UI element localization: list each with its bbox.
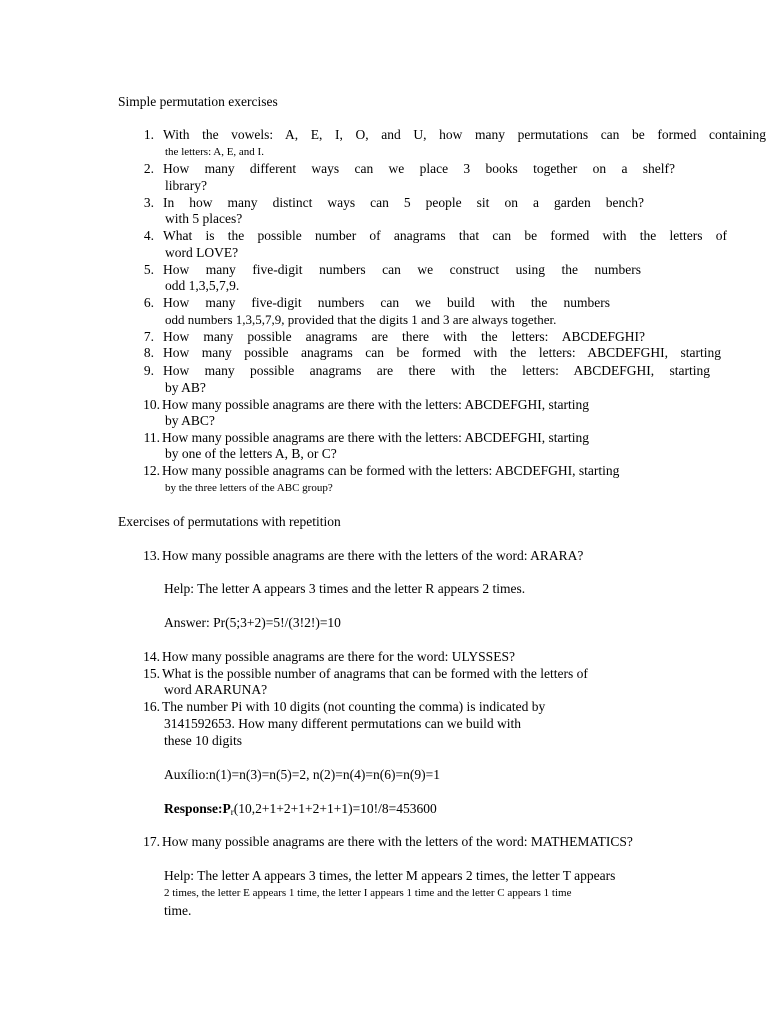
help-text-continuation: time.: [164, 903, 192, 918]
item-text: How many different ways can we place 3 books together on a shelf?: [163, 161, 675, 176]
item-text-continuation: by ABC?: [165, 413, 215, 428]
item-text-continuation: odd numbers 1,3,5,7,9, provided that the digits 1 and 3 are always together.: [165, 312, 557, 327]
item-text-continuation: word ARARUNA?: [164, 682, 268, 697]
item-text: In how many distinct ways can 5 people sit on a garden bench?: [163, 195, 644, 210]
response-formula: (10,2+1+2+1+2+1+1)=10!/8=453600: [233, 801, 437, 816]
item-text: How many possible anagrams are there with the letters of the word: ARARA?: [162, 548, 584, 563]
item-text: How many possible anagrams can be formed with the letters: ABCDEFGHI, starting: [163, 345, 721, 360]
item-text: How many possible anagrams are there with the letters: ABCDEFGHI, starting: [162, 397, 590, 412]
item-number: 12.: [143, 463, 160, 478]
response-line: [164, 801, 437, 820]
item-text: With the vowels: A, E, I, O, and U, how many permutations can be formed containing: [163, 127, 766, 142]
section-title-permutations-with-repetition: Exercises of permutations with repetition: [118, 514, 341, 529]
item-text: How many possible anagrams are there for the word: ULYSSES?: [162, 649, 515, 664]
item-number: 16.: [143, 699, 160, 714]
item-text: How many five-digit numbers can we build with the numbers: [163, 295, 610, 310]
item-text-continuation: these 10 digits: [164, 733, 242, 748]
item-text: What is the possible number of anagrams that can be formed with the letters of: [162, 666, 588, 681]
item-number: 8.: [143, 345, 154, 360]
answer-text: Answer: Pr(5;3+2)=5!/(3!2!)=10: [164, 615, 341, 630]
item-text: What is the possible number of anagrams that can be formed with the letters of: [163, 228, 727, 243]
item-number: 4.: [143, 228, 154, 243]
section-title-simple-permutations: Simple permutation exercises: [118, 94, 278, 109]
response-symbol: P: [222, 801, 231, 816]
item-text-continuation: by one of the letters A, B, or C?: [165, 446, 337, 461]
item-text: How many possible anagrams can be formed with the letters: ABCDEFGHI, starting: [162, 463, 620, 478]
help-text-continuation: 2 times, the letter E appears 1 time, the letter I appears 1 time and the letter C appears 1 time: [164, 887, 572, 899]
item-text: How many possible anagrams are there with the letters: ABCDEFGHI, starting: [162, 430, 590, 445]
item-text: How many possible anagrams are there with the letters of the word: MATHEMATICS?: [162, 834, 633, 849]
item-number: 2.: [143, 161, 154, 176]
item-number: 15.: [143, 666, 160, 681]
item-text-continuation: by AB?: [165, 380, 206, 395]
item-number: 9.: [143, 363, 154, 378]
item-text: The number Pi with 10 digits (not counting the comma) is indicated by: [162, 699, 546, 714]
help-text: Help: The letter A appears 3 times, the letter M appears 2 times, the letter T appears: [164, 868, 616, 883]
auxilio-text: Auxílio:n(1)=n(3)=n(5)=2, n(2)=n(4)=n(6)=n(9)=1: [164, 767, 440, 782]
item-number: 1.: [143, 127, 154, 142]
item-text-continuation: by the three letters of the ABC group?: [165, 482, 333, 494]
help-text: Help: The letter A appears 3 times and the letter R appears 2 times.: [164, 581, 526, 596]
item-text: How many five-digit numbers can we construct using the numbers: [163, 262, 641, 277]
item-text-continuation: odd 1,3,5,7,9.: [165, 278, 240, 293]
item-number: 14.: [143, 649, 160, 664]
item-text: How many possible anagrams are there with the letters: ABCDEFGHI?: [163, 329, 645, 344]
item-text-continuation: with 5 places?: [165, 211, 243, 226]
item-number: 3.: [143, 195, 154, 210]
item-text: How many possible anagrams are there with the letters: ABCDEFGHI, starting: [163, 363, 710, 378]
item-number: 13.: [143, 548, 160, 563]
item-text-continuation: 3141592653. How many different permutations can we build with: [164, 716, 522, 731]
item-number: 17.: [143, 834, 160, 849]
item-text-continuation: library?: [165, 178, 207, 193]
item-number: 7.: [143, 329, 154, 344]
item-number: 10.: [143, 397, 160, 412]
item-number: 11.: [143, 430, 160, 445]
response-subscript: r: [230, 807, 234, 817]
item-text-continuation: word LOVE?: [165, 245, 239, 260]
item-number: 6.: [143, 295, 154, 310]
item-text-continuation: the letters: A, E, and I.: [165, 146, 264, 158]
response-label: Response:: [164, 801, 223, 816]
item-number: 5.: [143, 262, 154, 277]
